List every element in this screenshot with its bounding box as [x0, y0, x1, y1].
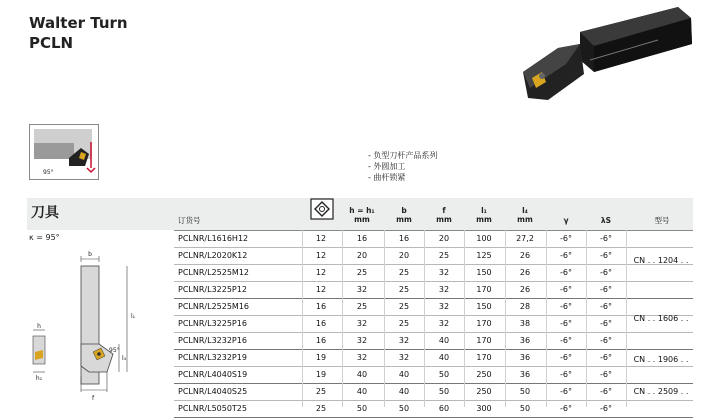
col-header-gamma: γ — [563, 216, 569, 225]
operation-pictogram — [29, 124, 99, 180]
section-title: 刀具 — [31, 205, 59, 221]
table-row: PCLNR/L1616H12 12 16 16 20 100 27,2 -6° -6° — [174, 230, 693, 248]
table-row: PCLNR/L4040S25 25 40 40 50 250 50 -6° -6° — [174, 384, 693, 401]
col-header-h: h = h₁ mm — [349, 206, 375, 224]
column-divider — [464, 230, 465, 407]
table-row: PCLNR/L5050T25 25 50 50 60 300 50 -6° -6° — [174, 401, 693, 418]
insert-type-1204: CN . . 1204 . . — [633, 256, 689, 265]
title-line-2: PCLN — [29, 34, 74, 52]
note-item: - 负型刀杆产品系列 — [368, 151, 438, 160]
table-row: PCLNR/L2525M12 12 25 25 32 150 26 -6° -6° — [174, 265, 693, 282]
column-divider — [626, 230, 627, 407]
dim-h1-label: h₁ — [35, 375, 43, 382]
page-title — [29, 13, 128, 53]
table-row: PCLNR/L3225P12 12 32 25 32 170 26 -6° -6° — [174, 282, 693, 299]
column-divider — [586, 230, 587, 407]
column-divider — [302, 230, 303, 407]
col-header-code: 订货号 — [178, 216, 201, 225]
table-row: PCLNR/L3232P19 19 32 32 40 170 36 -6° -6° — [174, 350, 693, 367]
col-header-lambda: λS — [600, 216, 612, 225]
insert-type-2509: CN . . 2509 . . — [633, 387, 689, 396]
col-header-l4: l₄ mm — [517, 206, 533, 224]
insert-type-1906: CN . . 1906 . . — [633, 355, 689, 364]
table-row: PCLNR/L2525M16 16 25 25 32 150 28 -6° -6° — [174, 299, 693, 316]
product-table — [174, 230, 693, 418]
note-item: - 外圆加工 — [368, 162, 406, 171]
dim-l1-label: l₁ — [131, 313, 136, 320]
col-header-b: b mm — [396, 206, 412, 224]
insert-shape-icon — [310, 198, 334, 220]
column-divider — [384, 230, 385, 407]
column-divider — [342, 230, 343, 407]
pictogram-angle: 95° — [43, 169, 54, 176]
column-divider — [424, 230, 425, 407]
dim-b-label: b — [88, 251, 92, 258]
col-header-insert: 型号 — [654, 216, 670, 225]
table-row: PCLNR/L2020K12 12 20 20 25 125 26 -6° -6° — [174, 248, 693, 265]
dim-h-label: h — [37, 323, 41, 330]
table-row: PCLNR/L4040S19 19 40 40 50 250 36 -6° -6° — [174, 367, 693, 384]
tool-holder-image — [518, 4, 693, 116]
insert-type-1606: CN . . 1606 . . — [633, 314, 689, 323]
dim-f-label: f — [91, 395, 95, 402]
table-row: PCLNR/L3225P16 16 32 25 32 170 38 -6° -6° — [174, 316, 693, 333]
feature-notes — [368, 150, 437, 183]
column-divider — [546, 230, 547, 407]
note-item: - 曲杆锁紧 — [368, 173, 406, 182]
tool-dimension-drawing — [27, 248, 147, 408]
dim-l4-label: l₄ — [122, 355, 127, 362]
column-divider — [505, 230, 506, 407]
col-header-l1: l₁ mm — [476, 206, 492, 224]
approach-angle: κ = 95° — [29, 233, 60, 242]
table-row: PCLNR/L3232P16 16 32 32 40 170 36 -6° -6° — [174, 333, 693, 350]
dim-angle-label: 95° — [109, 347, 120, 354]
title-line-1: Walter Turn — [29, 14, 128, 32]
col-header-f: f mm — [436, 206, 452, 224]
